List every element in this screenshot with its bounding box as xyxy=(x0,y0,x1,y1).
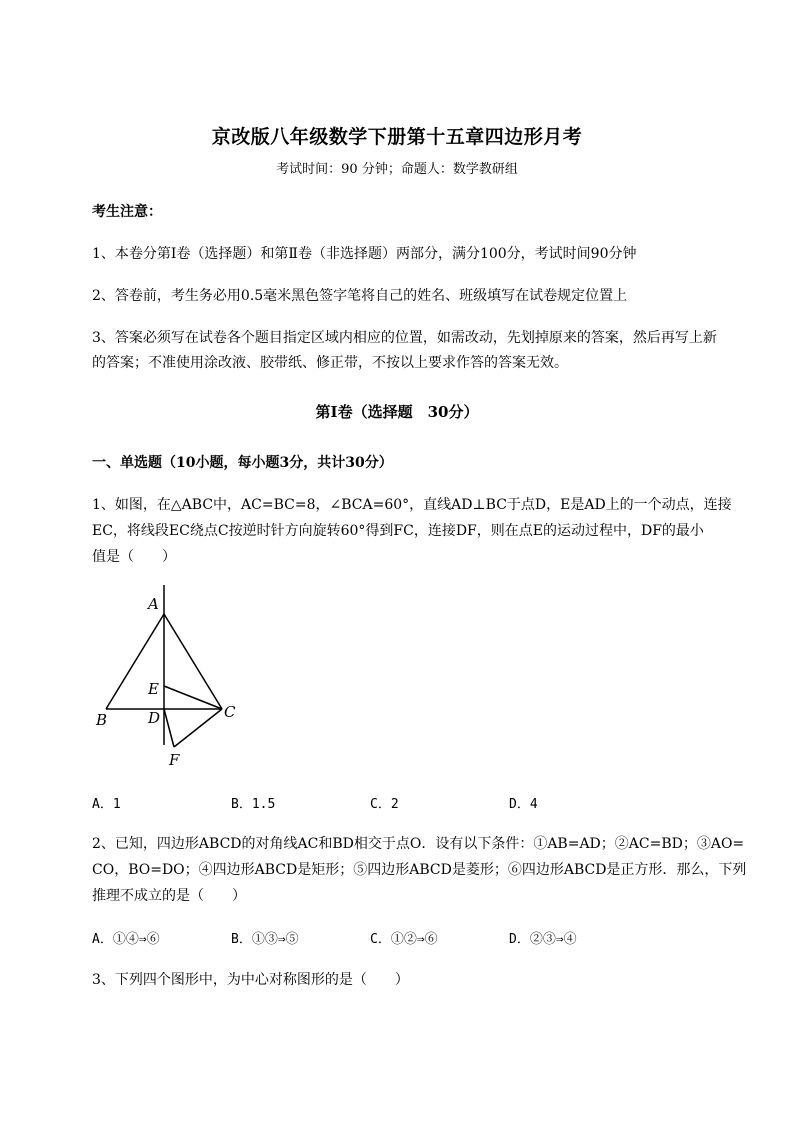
q1-option-d[interactable]: D．4 xyxy=(509,797,538,812)
note-1: 1、本卷分第Ⅰ卷（选择题）和第Ⅱ卷（非选择题）两部分，满分100分，考试时间90分钟 xyxy=(92,246,637,262)
q3-line-1: 3、下列四个图形中，为中心对称图形的是（ ） xyxy=(92,972,409,988)
q2-option-b[interactable]: B．①③⇒⑤ xyxy=(231,932,299,947)
notes-heading: 考生注意： xyxy=(92,204,162,220)
q2-option-c[interactable]: C．①②⇒⑥ xyxy=(370,932,438,947)
label-a: A xyxy=(148,595,159,613)
segment-fc xyxy=(174,709,222,747)
q1-option-a[interactable]: A．1 xyxy=(92,797,121,812)
page-title: 京改版八年级数学下册第十五章四边形月考 xyxy=(211,126,583,148)
exam-info: 考试时间：90 分钟；命题人：数学教研组 xyxy=(276,162,518,177)
q1-line-3: 值是（ ） xyxy=(92,549,176,565)
q2-option-d[interactable]: D．②③⇒④ xyxy=(509,932,577,947)
q1-line-2: EC，将线段EC绕点C按逆时针方向旋转60°得到FC，连接DF，则在点E的运动过程中，DF的最小 xyxy=(92,523,704,539)
q1-line-1: 1、如图，在△ABC中，AC=BC=8，∠BCA=60°，直线AD⊥BC于点D，E是AD上的一个动点，连接 xyxy=(92,497,732,513)
note-2: 2、答卷前，考生务必用0.5毫米黑色签字笔将自己的姓名、班级填写在试卷规定位置上 xyxy=(92,288,628,304)
label-e: E xyxy=(148,680,159,698)
segment-ac xyxy=(164,614,222,709)
segment-ec xyxy=(164,686,222,709)
note-3: 3、答案必须写在试卷各个题目指定区域内相应的位置，如需改动，先划掉原来的答案，然后再写上新 xyxy=(92,330,717,346)
label-b: B xyxy=(96,711,108,729)
label-d: D xyxy=(148,709,161,727)
label-c: C xyxy=(224,703,236,721)
q2-line-1: 2、已知，四边形ABCD的对角线AC和BD相交于点O．设有以下条件：①AB=AD；②AC=BD；③AO= xyxy=(92,836,745,852)
part-heading: 一、单选题（10小题，每小题3分，共计30分） xyxy=(92,455,393,471)
label-f: F xyxy=(169,751,180,769)
note-3-cont: 的答案；不准使用涂改液、胶带纸、修正带，不按以上要求作答的答案无效。 xyxy=(92,355,568,371)
q1-option-c[interactable]: C．2 xyxy=(370,797,399,812)
q1-option-b[interactable]: B．1.5 xyxy=(231,797,276,812)
section-title: 第Ⅰ卷（选择题 30分） xyxy=(315,403,479,421)
segment-df xyxy=(164,709,174,747)
q2-option-a[interactable]: A．①④⇒⑥ xyxy=(92,932,160,947)
q2-line-3: 推理不成立的是（ ） xyxy=(92,888,246,904)
q2-line-2: CO，BO=DO；④四边形ABCD是矩形；⑤四边形ABCD是菱形；⑥四边形ABCD是正方形．那么，下列 xyxy=(92,862,747,878)
q1-figure xyxy=(90,585,260,775)
